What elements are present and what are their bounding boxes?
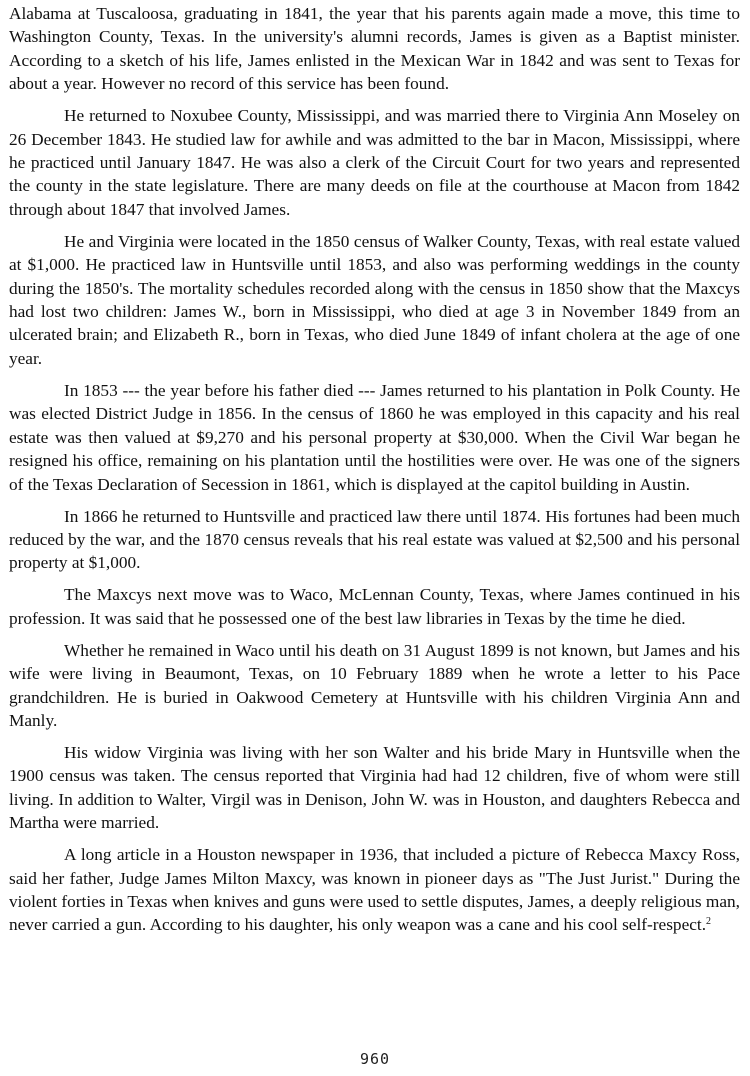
paragraph-1: Alabama at Tuscaloosa, graduating in 1841, the year that his parents again made a move, this time to Washington County, Texas. In the university's alumni records, James is given as a Baptist minister. According to a sketch of his life, James enlisted in the Mexican War in 1842 and was sent to Texas for about a year. However no record of this service has been found.: [9, 4, 740, 94]
paragraph-6: The Maxcys next move was to Waco, McLennan County, Texas, where James continued in his profession. It was said that he possessed one of the best law libraries in Texas by the time he died.: [9, 585, 740, 628]
paragraph-9: [9, 843, 740, 937]
paragraph-2: He returned to Noxubee County, Mississippi, and was married there to Virginia Ann Moseley on 26 December 1843. He studied law for awhile and was admitted to the bar in Macon, Mississippi, where he practiced until January 1847. He was also a clerk of the Circuit Court for two years and represented the county in the state legislature. There are many deeds on file at the courthouse at Macon from 1842 through about 1847 that involved James.: [9, 106, 740, 219]
paragraph-9-text: A long article in a Houston newspaper in 1936, that included a picture of Rebecca Maxcy Ross, said her father, Judge James Milton Maxcy, was known in pioneer days as "The Just Jurist." During the violent forties in Texas when knives and guns were used to settle disputes, James, a deeply religious man, never carried a gun. According to his daughter, his only weapon was a cane and his cool self-respect.: [9, 845, 740, 935]
document-page: [9, 2, 740, 945]
paragraph-7: Whether he remained in Waco until his death on 31 August 1899 is not known, but James and his wife were living in Beaumont, Texas, on 10 February 1889 when he wrote a letter to his Pace grandchildren. He is buried in Oakwood Cemetery at Huntsville with his children Virginia Ann and Manly.: [9, 640, 740, 730]
paragraph-3: He and Virginia were located in the 1850 census of Walker County, Texas, with real estate valued at $1,000. He practiced law in Huntsville until 1853, and also was performing weddings in the county during the 1850's. The mortality schedules recorded along with the census in 1850 show that the Maxcys had lost two children: James W., born in Mississippi, who died at age 3 in November 1849 from an ulcerated brain; and Elizabeth R., born in Texas, who died June 1849 of infant cholera at the age of one year.: [9, 231, 740, 368]
paragraph-4: In 1853 --- the year before his father died --- James returned to his plantation in Polk County. He was elected District Judge in 1856. In the census of 1860 he was employed in this capacity and his real estate was then valued at $9,270 and his personal property at $30,000. When the Civil War began he resigned his office, remaining on his plantation until the hostilities were over. He was one of the signers of the Texas Declaration of Secession in 1861, which is displayed at the capitol building in Austin.: [9, 380, 740, 494]
footnote-marker: 2: [706, 916, 712, 928]
paragraph-8: His widow Virginia was living with her son Walter and his bride Mary in Huntsville when the 1900 census was taken. The census reported that Virginia had had 12 children, five of whom were still living. In addition to Walter, Virgil was in Denison, John W. was in Houston, and daughters Rebecca and Martha were married.: [9, 742, 740, 833]
page-number: 960: [359, 1050, 391, 1068]
paragraph-5: In 1866 he returned to Huntsville and practiced law there until 1874. His fortunes had been much reduced by the war, and the 1870 census reveals that his real estate was valued at $2,500 and his personal property at $1,000.: [9, 506, 740, 573]
